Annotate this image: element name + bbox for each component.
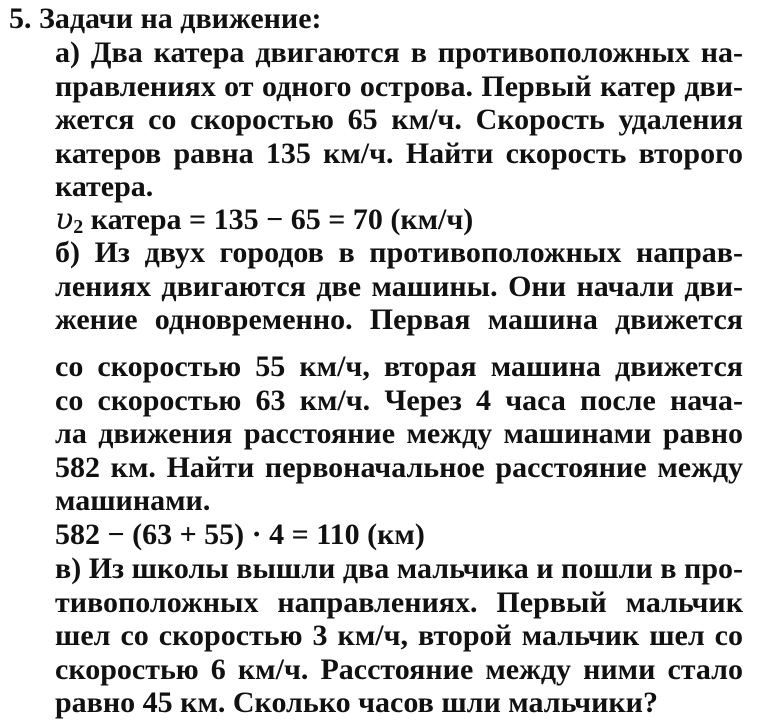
part-b-line-8: машинами. bbox=[55, 484, 211, 517]
part-a-line-2: правлениях от одного острова. Первый катер дви- bbox=[55, 70, 743, 103]
part-a-line-4: катеров равна 135 км/ч. Найти скорость второго bbox=[55, 137, 743, 170]
part-b-line-4: со скоростью 55 км/ч, вторая машина движется bbox=[55, 350, 743, 383]
speed-subscript: 2 bbox=[73, 216, 84, 238]
part-c-line-2: тивоположных направлениях. Первый мальчик bbox=[55, 586, 743, 619]
task-number: 5. bbox=[9, 2, 32, 35]
speed-variable: υ bbox=[55, 202, 74, 237]
part-a-line-3: жется со скоростью 65 км/ч. Скорость удаления bbox=[55, 103, 743, 136]
part-b-solution: 582 − (63 + 55) · 4 = 110 (км) bbox=[55, 518, 425, 551]
part-a-solution-text: катера = 135 − 65 = 70 (км/ч) bbox=[83, 203, 474, 236]
part-a-line-5: катера. bbox=[55, 170, 154, 203]
part-b-line-1: б) Из двух городов в противоположных направ- bbox=[55, 236, 743, 269]
part-c-line-1: в) Из школы вышли два мальчика и пошли в про- bbox=[55, 552, 743, 585]
part-c-line-3: шел со скоростью 3 км/ч, второй мальчик шел со bbox=[55, 619, 743, 652]
part-b-line-6: ла движения расстояние между машинами равно bbox=[55, 417, 743, 450]
part-b-line-2: лениях двигаются две машины. Они начали дви- bbox=[55, 270, 743, 303]
part-c-line-5: равно 45 км. Сколько часов шли мальчики? bbox=[55, 686, 658, 719]
task-title: Задачи на движение: bbox=[39, 2, 322, 35]
part-b-line-7: 582 км. Найти первоначальное расстояние между bbox=[55, 451, 743, 484]
part-b-line-5: со скоростью 63 км/ч. Через 4 часа после нача- bbox=[55, 384, 743, 417]
part-c-line-4: скоростью 6 км/ч. Расстояние между ними стало bbox=[55, 653, 743, 686]
task-heading bbox=[9, 2, 322, 36]
part-b-line-3: жение одновременно. Первая машина движется bbox=[55, 303, 743, 336]
part-a-line-1: а) Два катера двигаются в противоположных на- bbox=[55, 36, 743, 69]
